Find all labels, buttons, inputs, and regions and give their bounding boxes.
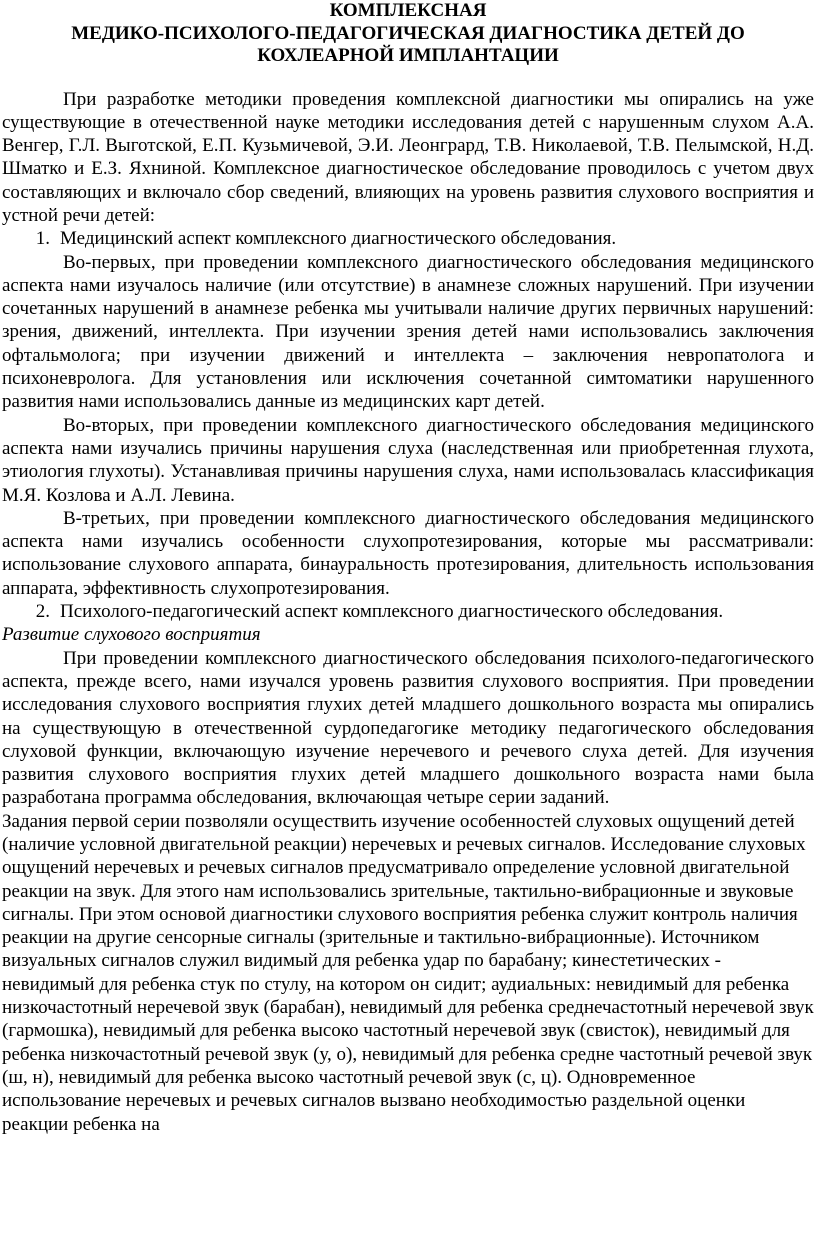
medical-paragraph-2: Во-вторых, при проведении комплексного диагностического обследования медицинского аспекта нами изучались причины нарушения слуха (наследственная или приобретенная глухота, этиология глухоты). Устанавливая причины нарушения слуха, нами использовалась классификация М.Я. Козлова и А.Л. Левина. bbox=[2, 414, 814, 506]
title-line-3: КОХЛЕАРНОЙ ИМПЛАНТАЦИИ bbox=[257, 45, 559, 66]
list-item-medical bbox=[2, 227, 814, 250]
section-subheading: Развитие слухового восприятия bbox=[2, 624, 261, 646]
psychological-paragraph-1: При проведении комплексного диагностического обследования психолого-педагогического аспекта, прежде всего, нами изучался уровень развития слухового восприятия. При проведении исследования слухового восприятия глухих детей младшего дошкольного возраста мы опирались на существующую в отечественной сурдопедагогике методику педагогического обследования слуховой функции, включающую изучение неречевого и речевого слуха детей. Для изучения развития слухового восприятия глухих детей младшего дошкольного возраста нами была разработана программа обследования, включающая четыре серии заданий. bbox=[2, 647, 814, 809]
list-text: Психолого-педагогический аспект комплексного диагностического обследования. bbox=[60, 601, 724, 623]
list-item-psychological bbox=[2, 600, 814, 623]
title-line-2: МЕДИКО-ПСИХОЛОГО-ПЕДАГОГИЧЕСКАЯ ДИАГНОСТИКА ДЕТЕЙ ДО bbox=[71, 22, 745, 44]
medical-paragraph-1: Во-первых, при проведении комплексного диагностического обследования медицинского аспекта нами изучалось наличие (или отсутствие) в анамнезе сложных нарушений. При изучении сочетанных нарушений в анамнезе ребенка мы учитывали наличие других первичных нарушений: зрения, движений, интеллекта. При изучении зрения детей нами использовались заключения офтальмолога; при изучении движений и интеллекта – заключения невропатолога и психоневролога. Для установления или исключения сочетанной симтоматики нарушенного развития нами использовались данные из медицинских карт детей. bbox=[2, 251, 814, 413]
list-number: 2. bbox=[35, 601, 50, 623]
list-text: Медицинский аспект комплексного диагностического обследования. bbox=[60, 228, 617, 250]
list-number: 1. bbox=[35, 228, 50, 250]
medical-paragraph-3: В-третьих, при проведении комплексного диагностического обследования медицинского аспекта нами изучались особенности слухопротезирования, которые мы рассматривали: использование слухового аппарата, бинауральность протезирования, длительность использования аппарата, эффективность слухопротезирования. bbox=[2, 507, 814, 599]
intro-paragraph: При разработке методики проведения комплексной диагностики мы опирались на уже существующие в отечественной науке методики исследования детей с нарушенным слухом А.А. Венгер, Г.Л. Выготской, Е.П. Кузьмичевой, Э.И. Леонгрард, Т.В. Николаевой, Т.В. Пелымской, Н.Д. Шматко и Е.З. Яхниной. Комплексное диагностическое обследование проводилось с учетом двух составляющих и включало сбор сведений, влияющих на уровень развития слухового восприятия и устной речи детей: bbox=[2, 88, 814, 226]
psychological-paragraph-2: Задания первой серии позволяли осуществить изучение особенностей слуховых ощущений детей (наличие условной двигательной реакции) неречевых и речевых сигналов. Исследование слуховых ощущений неречевых и речевых сигналов предусматривало определение условной двигательной реакции на звук. Для этого нам использовались зрительные, тактильно-вибрационные и звуковые сигналы. При этом основой диагностики слухового восприятия ребенка служит контроль наличия реакции на другие сенсорные сигналы (зрительные и тактильно-вибрационные). Источником визуальных сигналов служил видимый для ребенка удар по барабану; кинестетических - невидимый для ребенка стук по стулу, на котором он сидит; аудиальных: невидимый для ребенка низкочастотный неречевой звук (барабан), невидимый для ребенка среднечастотный неречевой звук (гармошка), невидимый для ребенка высоко частотный неречевой звук (свисток), невидимый для ребенка низкочастотный речевой звук (у, о), невидимый для ребенка средне частотный речевой звук (ш, н), невидимый для ребенка высоко частотный речевой звук (с, ц). Одновременное использование неречевых и речевых сигналов вызвано необходимостью раздельной оценки реакции ребенка на bbox=[2, 810, 814, 1135]
title-line-1: КОМПЛЕКСНАЯ bbox=[329, 0, 487, 21]
page-title bbox=[2, 0, 814, 68]
